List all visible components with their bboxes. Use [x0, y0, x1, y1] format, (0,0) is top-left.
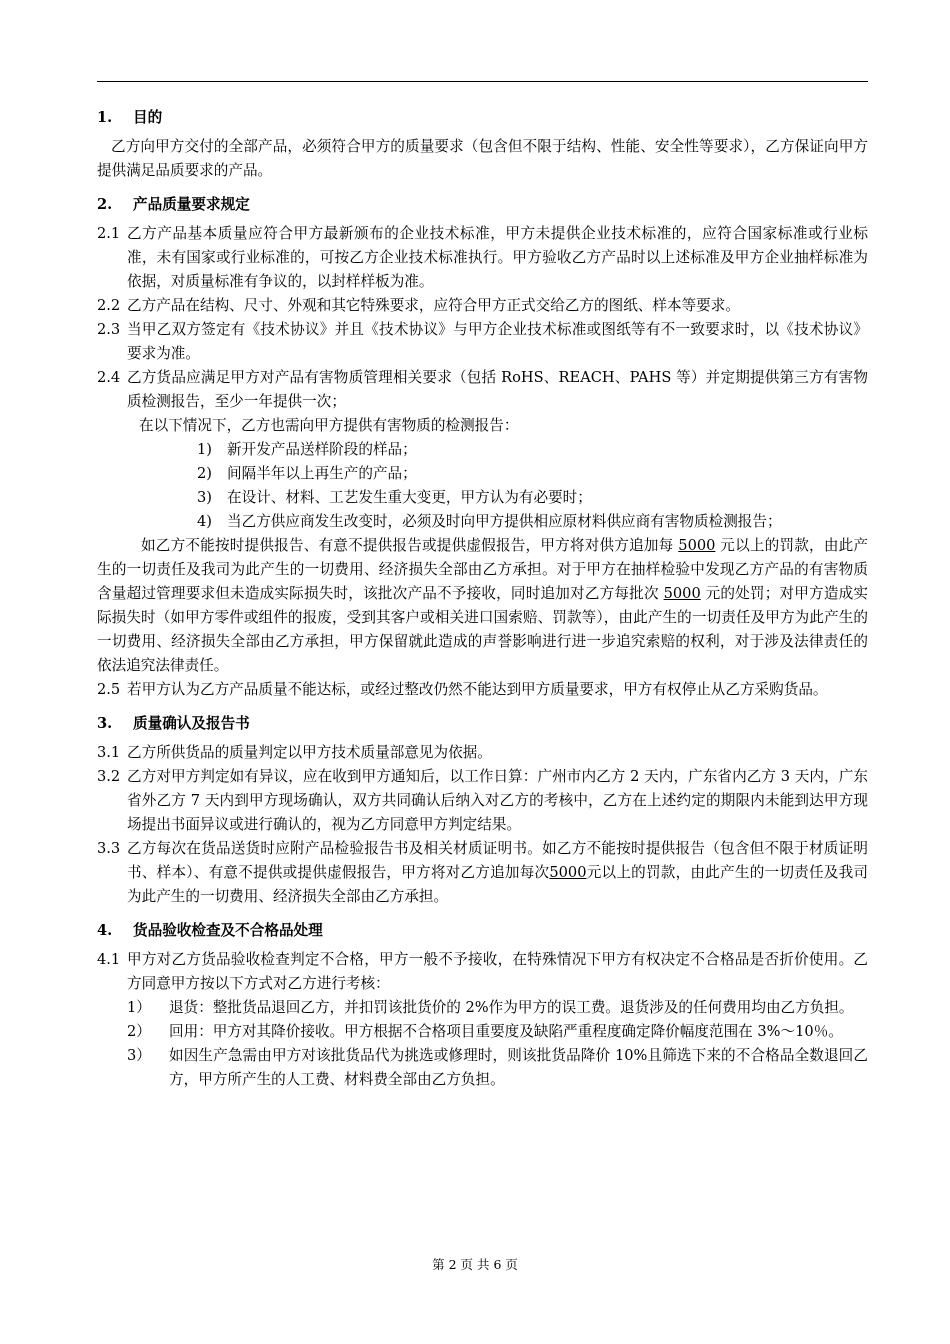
clause-3-1: 3.1 乙方所供货品的质量判定以甲方技术质量部意见为依据。: [97, 744, 492, 761]
clause-2-2: 2.2 乙方产品在结构、尺寸、外观和其它特殊要求，应符合甲方正式交给乙方的图纸、样本等要求。: [97, 297, 740, 314]
clause-2-4: 2.4 乙方货品应满足甲方对产品有害物质管理相关要求（包括 RoHS、REACH、PAHS 等）并定期提供第三方有害物质检测报告，至少一年提供一次；: [97, 369, 868, 410]
clause-2-3: 2.3 当甲乙双方签定有《技术协议》并且《技术协议》与甲方企业技术标准或图纸等有不一致要求时，以《技术协议》要求为准。: [97, 321, 868, 362]
list-item: 2) 间隔半年以上再生产的产品；: [197, 465, 417, 482]
document-body: [97, 96, 868, 1092]
penalty-paragraph: 如乙方不能按时提供报告、有意不提供报告或提供虚假报告，甲方将对供方追加每 5000 元以上的罚款，由此产生的一切责任及我司为此产生的一切费用、经济损失全部由乙方承担。对于甲方在抽样检验中发现乙方产品的有害物质含量超过管理要求但未造成实际损失时，该批次产品不予接收，同时追加对乙方每批次 5000 元的处罚；对甲方造成实际损失时（如甲方零件或组件的报废，受到其客户或相关进口国索赔、罚款等），由此产生的一切责任及甲方为此产生的一切费用、经济损失全部由乙方承担，甲方保留就此造成的声誉影响进行进一步追究索赔的权利，对于涉及法律责任的依法追究法律责任。: [97, 537, 868, 674]
clause-3-2: 3.2 乙方对甲方判定如有异议，应在收到甲方通知后，以工作日算：广州市内乙方 2 天内，广东省内乙方 3 天内，广东省外乙方 7 天内到甲方现场确认，双方共同确认后纳入对乙方的考核中，乙方在上述约定的期限内未能到达甲方现场提出书面异议或进行确认的，视为乙方同意甲方判定结果。: [97, 768, 868, 833]
clause-2-4-intro: 在以下情况下，乙方也需向甲方提供有害物质的检测报告：: [139, 417, 519, 434]
list-item: 4) 当乙方供应商发生改变时，必须及时向甲方提供相应原材料供应商有害物质检测报告；: [197, 513, 782, 530]
section-1-text: 乙方向甲方交付的全部产品，必须符合甲方的质量要求（包含但不限于结构、性能、安全性等要求），乙方保证向甲方提供满足品质要求的产品。: [97, 138, 868, 179]
clause-2-5: 2.5 若甲方认为乙方产品质量不能达标，或经过整改仍然不能达到甲方质量要求，甲方有权停止从乙方采购货品。: [97, 681, 828, 698]
list-item: 1） 退货：整批货品退回乙方，并扣罚该批货价的 2%作为甲方的误工费。退货涉及的任何费用均由乙方负担。: [127, 999, 854, 1016]
clause-3-3: 3.3 乙方每次在货品送货时应附产品检验报告书及相关材质证明书。如乙方不能按时提供报告（包含但不限于材质证明书、样本）、有意不提供或提供虚假报告，甲方将对乙方追加每次5000元以上的罚款，由此产生的一切责任及我司为此产生的一切费用、经济损失全部由乙方承担。: [97, 840, 868, 905]
list-item: 3) 在设计、材料、工艺发生重大变更，甲方认为有必要时；: [197, 489, 592, 506]
penalty-amount: 5000: [663, 585, 701, 602]
section-4-heading: 4. 货品验收检查及不合格品处理: [97, 922, 323, 939]
list-item: 1) 新开发产品送样阶段的样品；: [197, 441, 417, 458]
penalty-amount: 5000: [549, 864, 587, 881]
section-3-heading: 3. 质量确认及报告书: [97, 715, 250, 732]
header-rule: [97, 81, 868, 82]
penalty-amount: 5000: [678, 537, 716, 554]
section-2-heading: 2. 产品质量要求规定: [97, 196, 250, 213]
clause-4-1: 4.1 甲方对乙方货品验收检查判定不合格，甲方一般不予接收，在特殊情况下甲方有权决定不合格品是否折价使用。乙方同意甲方按以下方式对乙方进行考核：: [97, 951, 868, 992]
list-item: 3） 如因生产急需由甲方对该批货品代为挑选或修理时，则该批货品降价 10%且筛选下来的不合格品全数退回乙方，甲方所产生的人工费、材料费全部由乙方负担。: [127, 1047, 868, 1088]
clause-2-1: 2.1 乙方产品基本质量应符合甲方最新颁布的企业技术标准，甲方未提供企业技术标准的，应符合国家标准或行业标准，未有国家或行业标准的，可按乙方企业技术标准执行。甲方验收乙方产品时以上述标准及甲方企业抽样标准为依据，对质量标准有争议的，以封样样板为准。: [97, 225, 868, 290]
section-1-heading: 1. 目的: [97, 109, 163, 126]
page-number-footer: 第 2 页 共 6 页: [432, 1257, 518, 1272]
list-item: 2） 回用：甲方对其降价接收。甲方根据不合格项目重要度及缺陷严重程度确定降价幅度范围在 3%～10％。: [127, 1023, 843, 1040]
